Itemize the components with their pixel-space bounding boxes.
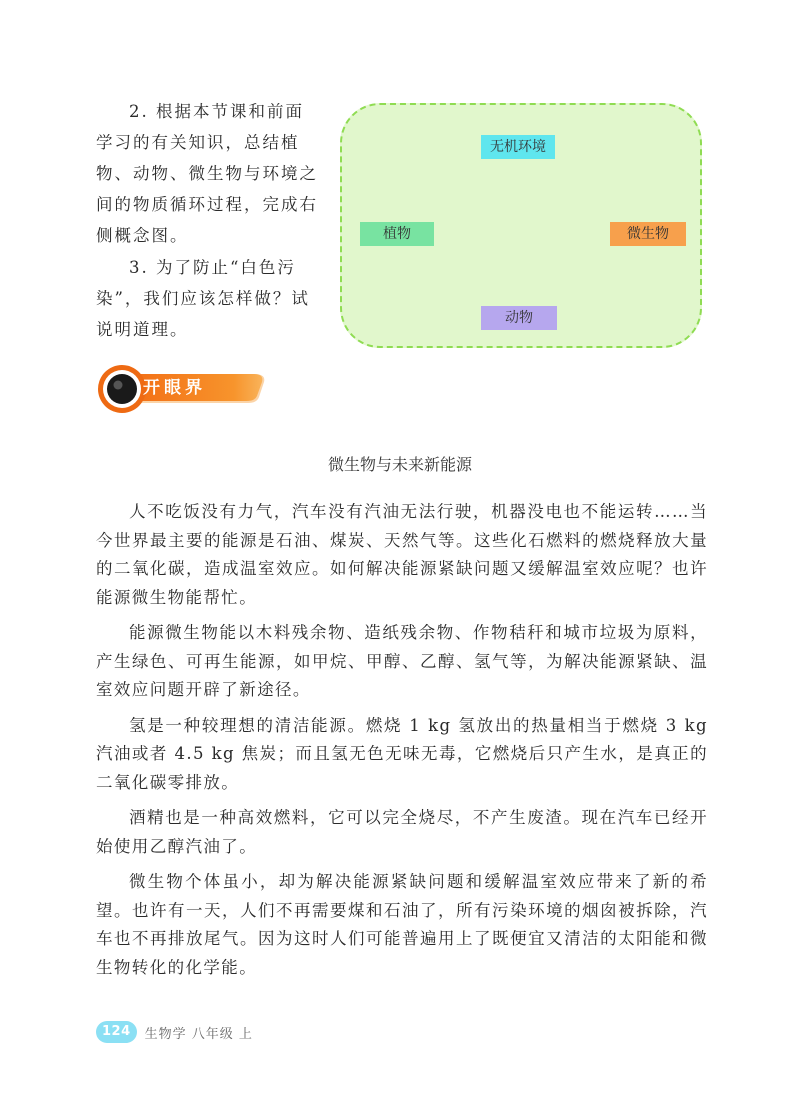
article-paragraph-4: 酒精也是一种高效燃料，它可以完全烧尽，不产生废渣。现在汽车已经开始使用乙醇汽油了。 — [96, 808, 708, 856]
node-plant: 植物 — [360, 222, 434, 246]
section-banner — [96, 363, 271, 415]
article-paragraph-3: 氢是一种较理想的清洁能源。燃烧 1 kg 氢放出的热量相当于燃烧 3 kg 汽油或者 4.5 kg 焦炭；而且氢无色无味无毒，它燃烧后只产生水，是真正的二氧化碳零排放。 — [96, 715, 708, 792]
node-inorganic-environment: 无机环境 — [481, 135, 555, 159]
article-body — [96, 498, 708, 989]
article-paragraph-2: 能源微生物能以木料残余物、造纸残余物、作物秸秆和城市垃圾为原料，产生绿色、可再生能源，如甲烷、甲醇、乙醇、氢气等，为解决能源紧缺、温室效应问题开辟了新途径。 — [96, 623, 708, 699]
article-title: 微生物与未来新能源 — [327, 455, 472, 474]
node-animal: 动物 — [481, 306, 557, 330]
article-paragraph-1: 人不吃饭没有力气，汽车没有汽油无法行驶，机器没电也不能运转……当今世界最主要的能源是石油、煤炭、天然气等。这些化石燃料的燃烧释放大量的二氧化碳，造成温室效应。如何解决能源紧缺问题又缓解温室效应呢？也许能源微生物能帮忙。 — [96, 502, 708, 607]
book-title: 生物学 八年级 上 — [144, 1026, 253, 1042]
page-number-badge: 124 — [96, 1021, 137, 1043]
article-paragraph-5: 微生物个体虽小，却为解决能源紧缺问题和缓解温室效应带来了新的希望。也许有一天，人们不再需要煤和石油了，所有污染环境的烟囱被拆除，汽车也不再排放尾气。因为这时人们可能普遍用上了既便宜又清洁的太阳能和微生物转化的化学能。 — [96, 872, 708, 977]
question-3: 3. 为了防止“白色污染”，我们应该怎样做？试说明道理。 — [96, 258, 310, 339]
page-footer — [96, 1019, 253, 1045]
question-2: 2. 根据本节课和前面学习的有关知识，总结植物、动物、微生物与环境之间的物质循环过程，完成右侧概念图。 — [96, 102, 318, 245]
banner-label: 开眼界 — [143, 378, 206, 398]
concept-map — [340, 103, 702, 348]
node-microbe: 微生物 — [610, 222, 686, 246]
